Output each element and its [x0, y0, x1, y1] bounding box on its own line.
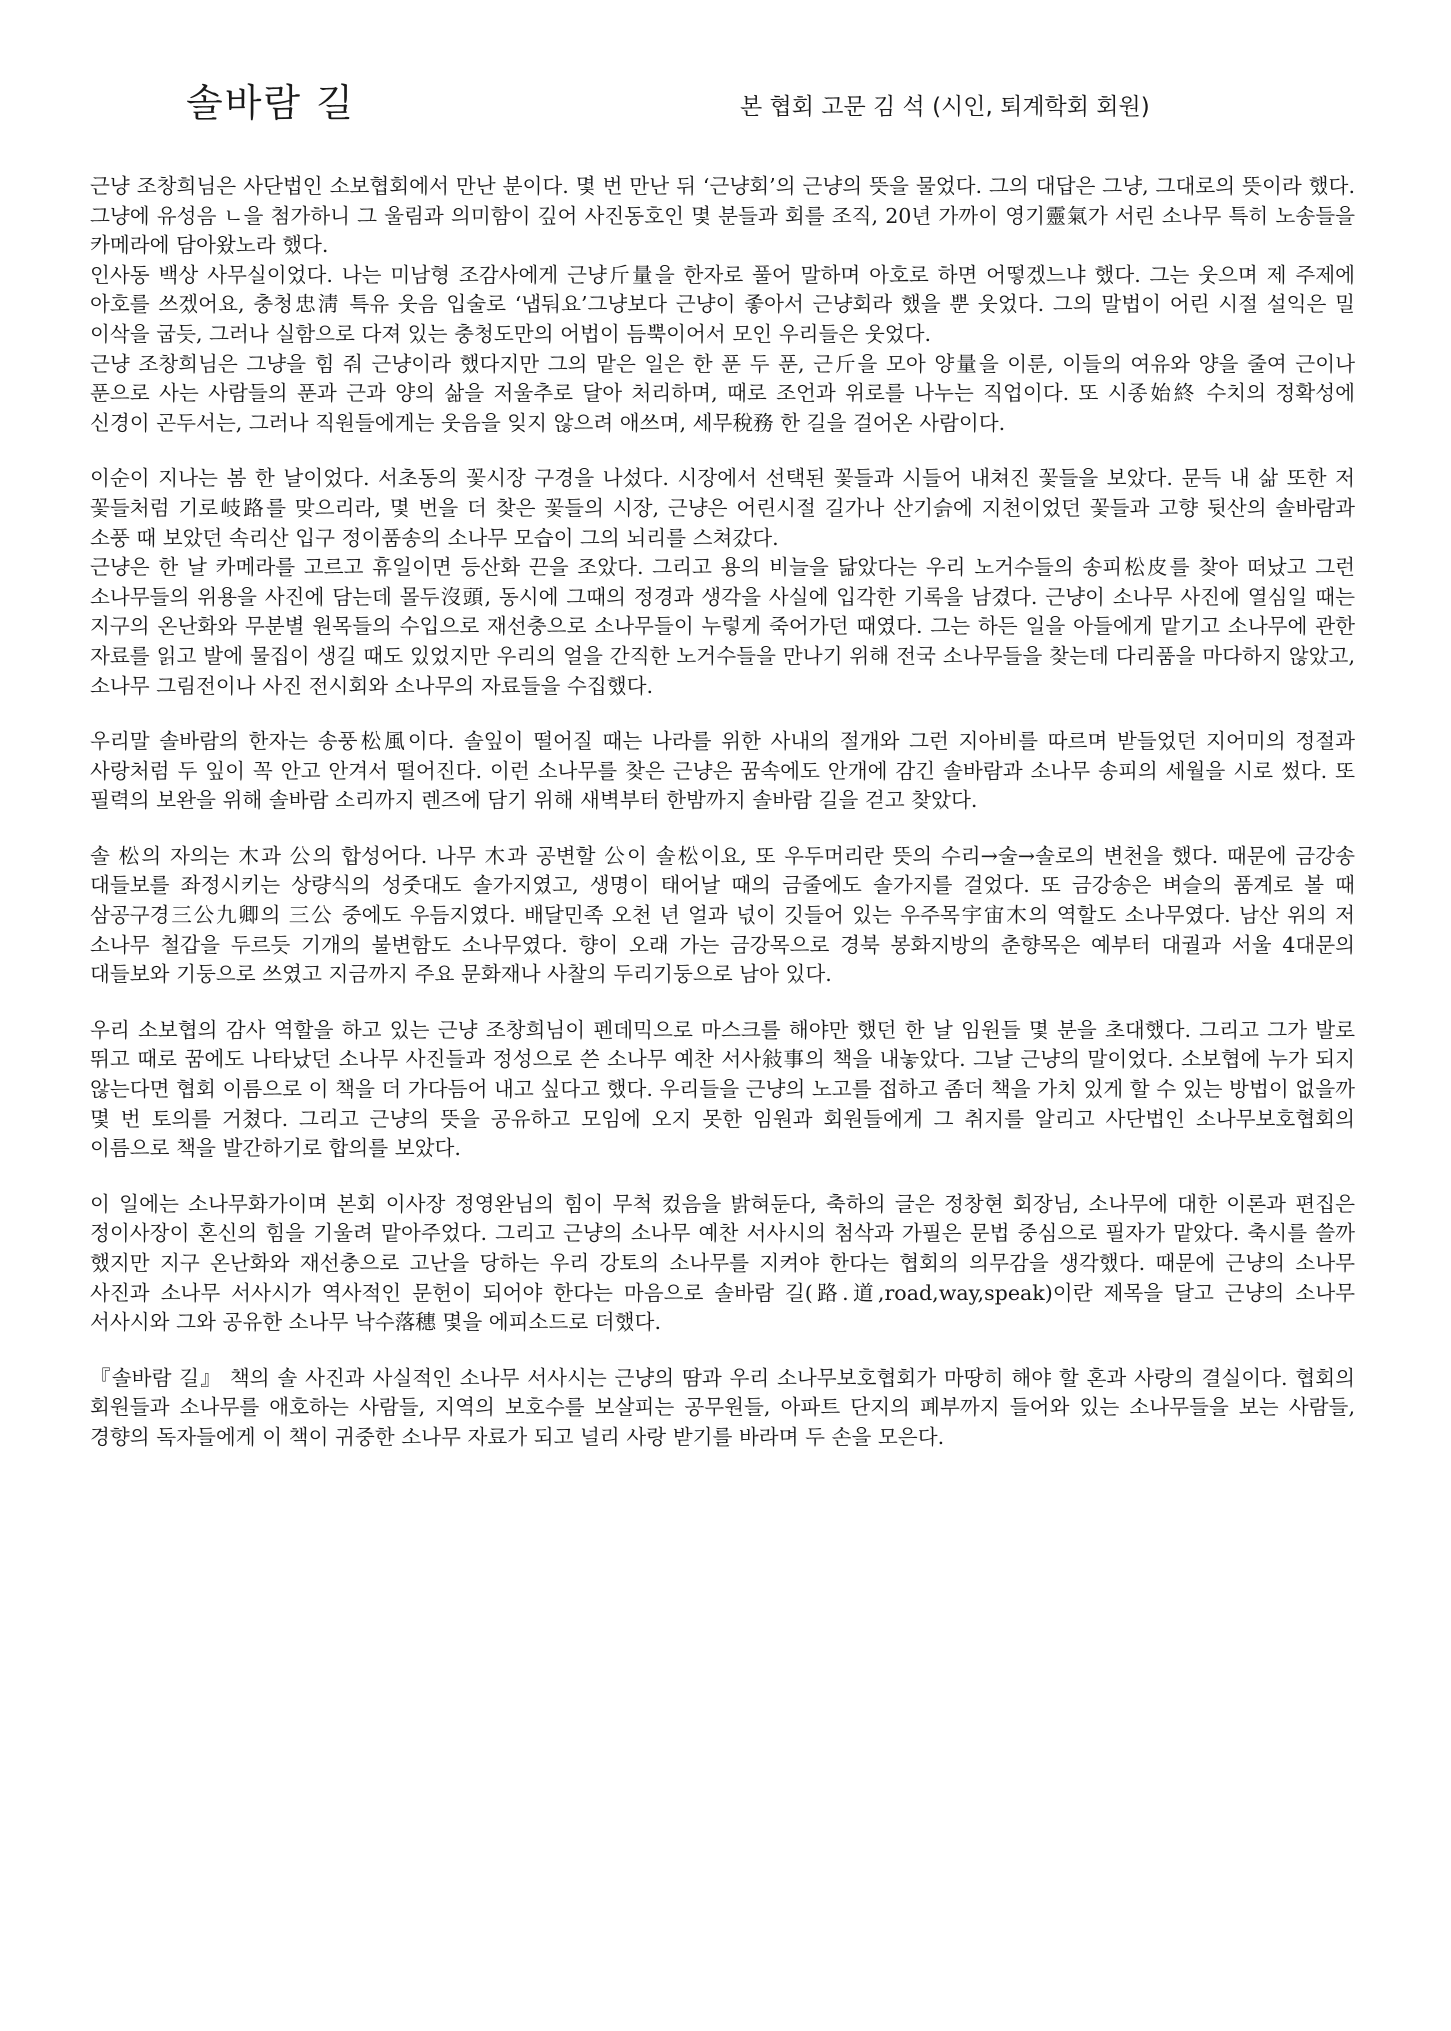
- paragraph-gap: [90, 816, 1355, 842]
- paragraph: 이순이 지나는 봄 한 날이었다. 서초동의 꽃시장 구경을 나섰다. 시장에서 선택된 꽃들과 시들어 내쳐진 꽃들을 보았다. 문득 내 삶 또한 저 꽃들처럼 기로岐路를 맞으리라, 몇 번을 더 찾은 꽃들의 시장, 근냥은 어린시절 길가나 산기슭에 지천이었던 꽃들과 고향 뒷산의 솔바람과 소풍 때 보았던 속리산 입구 정이품송의 소나무 모습이 그의 뇌리를 스쳐갔다.: [90, 466, 1355, 550]
- document-header: [0, 72, 1451, 132]
- paragraph: 인사동 백상 사무실이었다. 나는 미남형 조감사에게 근냥斤量을 한자로 풀어 말하며 아호로 하면 어떻겠느냐 했다. 그는 웃으며 제 주제에 아호를 쓰겠어요, 충청忠淸 특유 웃음 입술로 ‘냅둬요’그냥보다 근냥이 좋아서 근냥회라 했을 뿐 웃었다. 그의 말법이 어린 시절 설익은 밀 이삭을 굽듯, 그러나 실함으로 다져 있는 충청도만의 어법이 듬뿍이어서 모인 우리들은 웃었다.: [90, 262, 1355, 346]
- paragraph: 솔 松의 자의는 木과 公의 합성어다. 나무 木과 공변할 公이 솔松이요, 또 우두머리란 뜻의 수리→술→솔로의 변천을 했다. 때문에 금강송 대들보를 좌정시키는 상량식의 성줏대도 솔가지였고, 생명이 태어날 때의 금줄에도 솔가지를 걸었다. 또 금강송은 벼슬의 품계로 볼 때 삼공구경三公九卿의 三公 중에도 우듬지였다. 배달민족 오천 년 얼과 넋이 깃들어 있는 우주목宇宙木의 역할도 소나무였다. 남산 위의 저 소나무 철갑을 두르듯 기개의 불변함도 소나무였다. 향이 오래 가는 금강목으로 경북 봉화지방의 춘향목은 예부터 대궐과 서울 4대문의 대들보와 기둥으로 쓰였고 지금까지 주요 문화재나 사찰의 두리기둥으로 남아 있다.: [90, 843, 1355, 987]
- paragraph: 근냥 조창희님은 그냥을 힘 줘 근냥이라 했다지만 그의 맡은 일은 한 푼 두 푼, 근斤을 모아 양量을 이룬, 이들의 여유와 양을 줄여 근이나 푼으로 사는 사람들의 푼과 근과 양의 삶을 저울추로 달아 처리하며, 때로 조언과 위로를 나누는 직업이다. 또 시종始終 수치의 정확성에 신경이 곤두서는, 그러나 직원들에게는 웃음을 잊지 않으려 애쓰며, 세무稅務 한 길을 걸어온 사람이다.: [90, 351, 1355, 435]
- paragraph: 우리말 솔바람의 한자는 송풍松風이다. 솔잎이 떨어질 때는 나라를 위한 사내의 절개와 그런 지아비를 따르며 받들었던 지어미의 정절과 사랑처럼 두 잎이 꼭 안고 안겨서 떨어진다. 이런 소나무를 찾은 근냥은 꿈속에도 안개에 감긴 솔바람과 소나무 송피의 세월을 시로 썼다. 또 필력의 보완을 위해 솔바람 소리까지 렌즈에 담기 위해 새벽부터 한밤까지 솔바람 길을 걷고 찾았다.: [90, 729, 1355, 813]
- paragraph: 우리 소보협의 감사 역할을 하고 있는 근냥 조창희님이 펜데믹으로 마스크를 해야만 했던 한 날 임원들 몇 분을 초대했다. 그리고 그가 발로 뛰고 때로 꿈에도 나타났던 소나무 사진들과 정성으로 쓴 소나무 예찬 서사敍事의 책을 내놓았다. 그날 근냥의 말이었다. 소보협에 누가 되지 않는다면 협회 이름으로 이 책을 더 가다듬어 내고 싶다고 했다. 우리들을 근냥의 노고를 접하고 좀더 책을 가치 있게 할 수 있는 방법이 없을까 몇 번 토의를 거쳤다. 그리고 근냥의 뜻을 공유하고 모임에 오지 못한 임원과 회원들에게 그 취지를 알리고 사단법인 소나무보호협회의 이름으로 책을 발간하기로 합의를 보았다.: [90, 1017, 1355, 1161]
- paragraph-gap: [90, 701, 1355, 727]
- paragraph-gap: [90, 1164, 1355, 1190]
- paragraph: 이 일에는 소나무화가이며 본회 이사장 정영완님의 힘이 무척 컸음을 밝혀둔다, 축하의 글은 정창현 회장님, 소나무에 대한 이론과 편집은 정이사장이 혼신의 힘을 기울려 맡아주었다. 그리고 근냥의 소나무 예찬 서사시의 첨삭과 가필은 문법 중심으로 필자가 맡았다. 축시를 쓸까 했지만 지구 온난화와 재선충으로 고난을 당하는 우리 강토의 소나무를 지켜야 한다는 협회의 의무감을 생각했다. 때문에 근냥의 소나무 사진과 소나무 서사시가 역사적인 문헌이 되어야 한다는 마음으로 솔바람 길(路.道,road,way,speak)이란 제목을 달고 근냥의 소나무 서사시와 그와 공유한 소나무 낙수落穗 몇을 에피소드로 더했다.: [90, 1191, 1355, 1335]
- paragraph-gap: [90, 438, 1355, 464]
- document-title: 솔바람 길: [186, 81, 355, 125]
- paragraph: 근냥은 한 날 카메라를 고르고 휴일이면 등산화 끈을 조았다. 그리고 용의 비늘을 닮았다는 우리 노거수들의 송피松皮를 찾아 떠났고 그런 소나무들의 위용을 사진에 담는데 몰두沒頭, 동시에 그때의 정경과 생각을 사실에 입각한 기록을 남겼다. 근냥이 소나무 사진에 열심일 때는 지구의 온난화와 무분별 원목들의 수입으로 재선충으로 소나무들이 누렇게 죽어가던 때였다. 그는 하든 일을 아들에게 맡기고 소나무에 관한 자료를 읽고 발에 물집이 생길 때도 있었지만 우리의 얼을 간직한 노거수들을 만나기 위해 전국 소나무들을 찾는데 다리품을 마다하지 않았고, 소나무 그림전이나 사진 전시회와 소나무의 자료들을 수집했다.: [90, 555, 1355, 698]
- document-body: [90, 172, 1355, 1453]
- author-byline: 본 협회 고문 김 석 (시인, 퇴계학회 회원): [740, 94, 1150, 120]
- paragraph: 『솔바람 길』 책의 솔 사진과 사실적인 소나무 서사시는 근냥의 땀과 우리 소나무보호협회가 마땅히 해야 할 혼과 사랑의 결실이다. 협회의 회원들과 소나무를 애호하는 사람들, 지역의 보호수를 보살피는 공무원들, 아파트 단지의 폐부까지 들어와 있는 소나무들을 보는 사람들, 경향의 독자들에게 이 책이 귀중한 소나무 자료가 되고 널리 사랑 받기를 바라며 두 손을 모은다.: [90, 1365, 1355, 1449]
- paragraph-gap: [90, 990, 1355, 1016]
- paragraph: 근냥 조창희님은 사단법인 소보협회에서 만난 분이다. 몇 번 만난 뒤 ‘근냥회’의 근냥의 뜻을 물었다. 그의 대답은 그냥, 그대로의 뜻이라 했다. 그냥에 유성음 ㄴ을 첨가하니 그 울림과 의미함이 깊어 사진동호인 몇 분들과 회를 조직, 20년 가까이 영기靈氣가 서린 소나무 특히 노송들을 카메라에 담아왔노라 했다.: [90, 174, 1355, 258]
- paragraph-gap: [90, 1338, 1355, 1364]
